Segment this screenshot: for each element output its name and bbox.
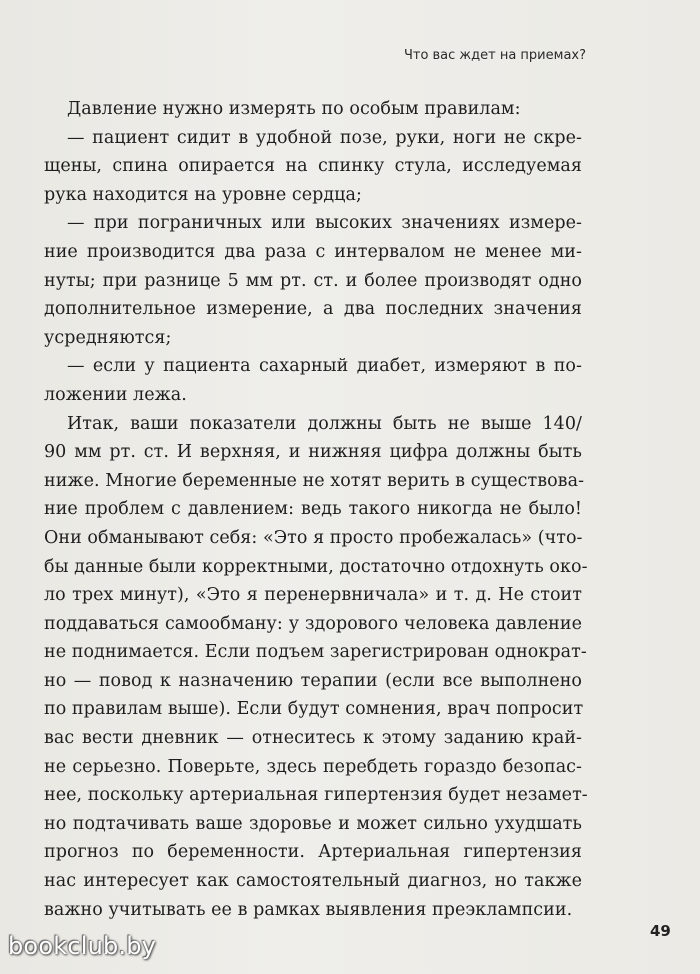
- text-line: не поднимается. Если подъем зарегистрирован однократ-: [44, 642, 587, 663]
- text-line: не серьезно. Поверьте, здесь перебдеть гораздо безопас-: [44, 756, 582, 777]
- text-line: бы данные были корректными, достаточно отдохнуть око-: [44, 556, 588, 577]
- text-line: ниже. Многие беременные не хотят верить в существова-: [44, 470, 585, 491]
- text-line: Давление нужно измерять по особым правилам:: [67, 99, 521, 119]
- watermark: bookclub.by: [8, 932, 157, 960]
- body-text: [44, 95, 588, 924]
- text-line: ложении лежа.: [44, 384, 187, 405]
- text-line: вас вести дневник — отнеситесь к этому заданию край-: [44, 728, 582, 749]
- text-line: поддаваться самообману: у здорового человека давление: [44, 613, 582, 634]
- text-line: дополнительное измерение, а два последних значения: [44, 299, 582, 320]
- text-line: — если у пациента сахарный диабет, измеряют в по-: [67, 356, 582, 377]
- text-line: по правилам выше). Если будут сомнения, врач попросит: [44, 699, 584, 720]
- text-line: Итак, ваши показатели должны быть не выше 140/: [67, 413, 582, 434]
- text-line: но — повод к назначению терапии (если все выполнено: [44, 670, 582, 691]
- text-line: Они обманывают себя: «Это я просто пробежалась» (что-: [44, 527, 583, 548]
- text-line: — пациент сидит в удобной позе, руки, ноги не скре-: [67, 127, 582, 148]
- running-header: Что вас ждет на приемах?: [403, 48, 586, 63]
- text-line: щены, спина опирается на спинку стула, исследуемая: [44, 156, 582, 177]
- text-line: нее, поскольку артериальная гипертензия будет незамет-: [44, 785, 588, 806]
- text-line: — при пограничных или высоких значениях измере-: [67, 213, 582, 234]
- page-number: 49: [650, 922, 671, 940]
- text-line: нас интересует как самостоятельный диагноз, но также: [44, 871, 582, 892]
- text-line: важно учитывать ее в рамках выявления преэклампсии.: [44, 899, 573, 920]
- text-line: рука находится на уровне сердца;: [44, 184, 362, 205]
- text-line: усредняются;: [44, 327, 172, 348]
- text-line: но подтачивать ваше здоровье и может сильно ухудшать: [44, 813, 582, 834]
- text-line: прогноз по беременности. Артериальная гипертензия: [44, 842, 582, 863]
- text-line: ние производится два раза с интервалом не менее ми-: [44, 241, 582, 262]
- text-line: нуты; при разнице 5 мм рт. ст. и более производят одно: [44, 270, 582, 291]
- text-line: ло трех минут), «Это я перенервничала» и т. д. Не стоит: [44, 585, 582, 606]
- text-line: 90 мм рт. ст. И верхняя, и нижняя цифра должны быть: [44, 442, 582, 463]
- text-line: ние проблем с давлением: ведь такого никогда не было!: [44, 499, 582, 520]
